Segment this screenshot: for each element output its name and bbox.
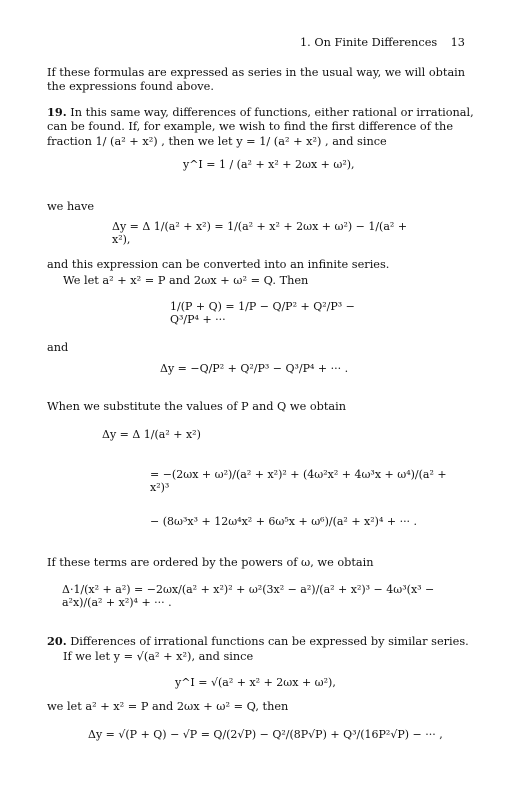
equation-text: y^I = 1 / (a² + x² + 2ωx + ω²), [183,158,355,171]
equation-text: = −(2ωx + ω²)/(a² + x²)² + (4ω²x² + 4ω³x + ω⁴)/(a² + x²)³ [150,468,447,494]
paragraph-line: and [47,341,69,354]
running-header [300,36,465,49]
paragraph-line: we have [47,200,95,213]
paragraph-line: we let a² + x² = P and 2ωx + ω² = Q, then [47,700,289,713]
paragraph-line: can be found. If, for example, we wish to find the first difference of the [47,120,454,133]
section-text: Differences of irrational functions can be expressed by similar series. [66,635,469,648]
paragraph-line: fraction 1/ (a² + x²) , then we let y = 1/ (a² + x²) , and since [47,135,387,148]
equation-text: 1/(P + Q) = 1/P − Q/P² + Q²/P³ − Q³/P⁴ + ··· [170,300,355,326]
equation-text: Δy = Δ 1/(a² + x²) = 1/(a² + x² + 2ωx + ω²) − 1/(a² + x²), [112,220,408,246]
paragraph-line: If these terms are ordered by the powers of ω, we obtain [47,556,374,569]
running-title: 1. On Finite Differences [300,36,438,49]
section-20-line [47,634,469,649]
paragraph-line: and this expression can be converted into an infinite series. [47,258,390,271]
paragraph-line: If we let y = √(a² + x²), and since [63,650,254,663]
equation-text: Δy = −Q/P² + Q²/P³ − Q³/P⁴ + ··· . [160,362,349,375]
section-number: 19. [47,105,67,119]
paragraph-line: If these formulas are expressed as series in the usual way, we will obtain [47,66,466,79]
paragraph-line: the expressions found above. [47,80,214,93]
equation-text: Δy = Δ 1/(a² + x²) [102,428,201,441]
equation-text: Δy = √(P + Q) − √P = Q/(2√P) − Q²/(8P√P) + Q³/(16P²√P) − ··· , [88,728,443,741]
paragraph-line: We let a² + x² = P and 2ωx + ω² = Q. Then [63,274,309,287]
section-number: 20. [47,634,67,648]
equation-text: Δ·1/(x² + a²) = −2ωx/(a² + x²)² + ω²(3x² − a²)/(a² + x²)³ − 4ω³(x³ − a²x)/(a² + x²)⁴ + ··· . [62,583,435,609]
page-number: 13 [450,36,465,49]
section-19-line [47,105,474,120]
equation-text: y^I = √(a² + x² + 2ωx + ω²), [175,676,336,689]
paragraph-line: When we substitute the values of P and Q we obtain [47,400,347,413]
equation-text: − (8ω³x³ + 12ω⁴x² + 6ω⁵x + ω⁶)/(a² + x²)⁴ + ··· . [150,515,418,528]
section-text: In this same way, differences of functions, either rational or irrational, [66,106,474,119]
